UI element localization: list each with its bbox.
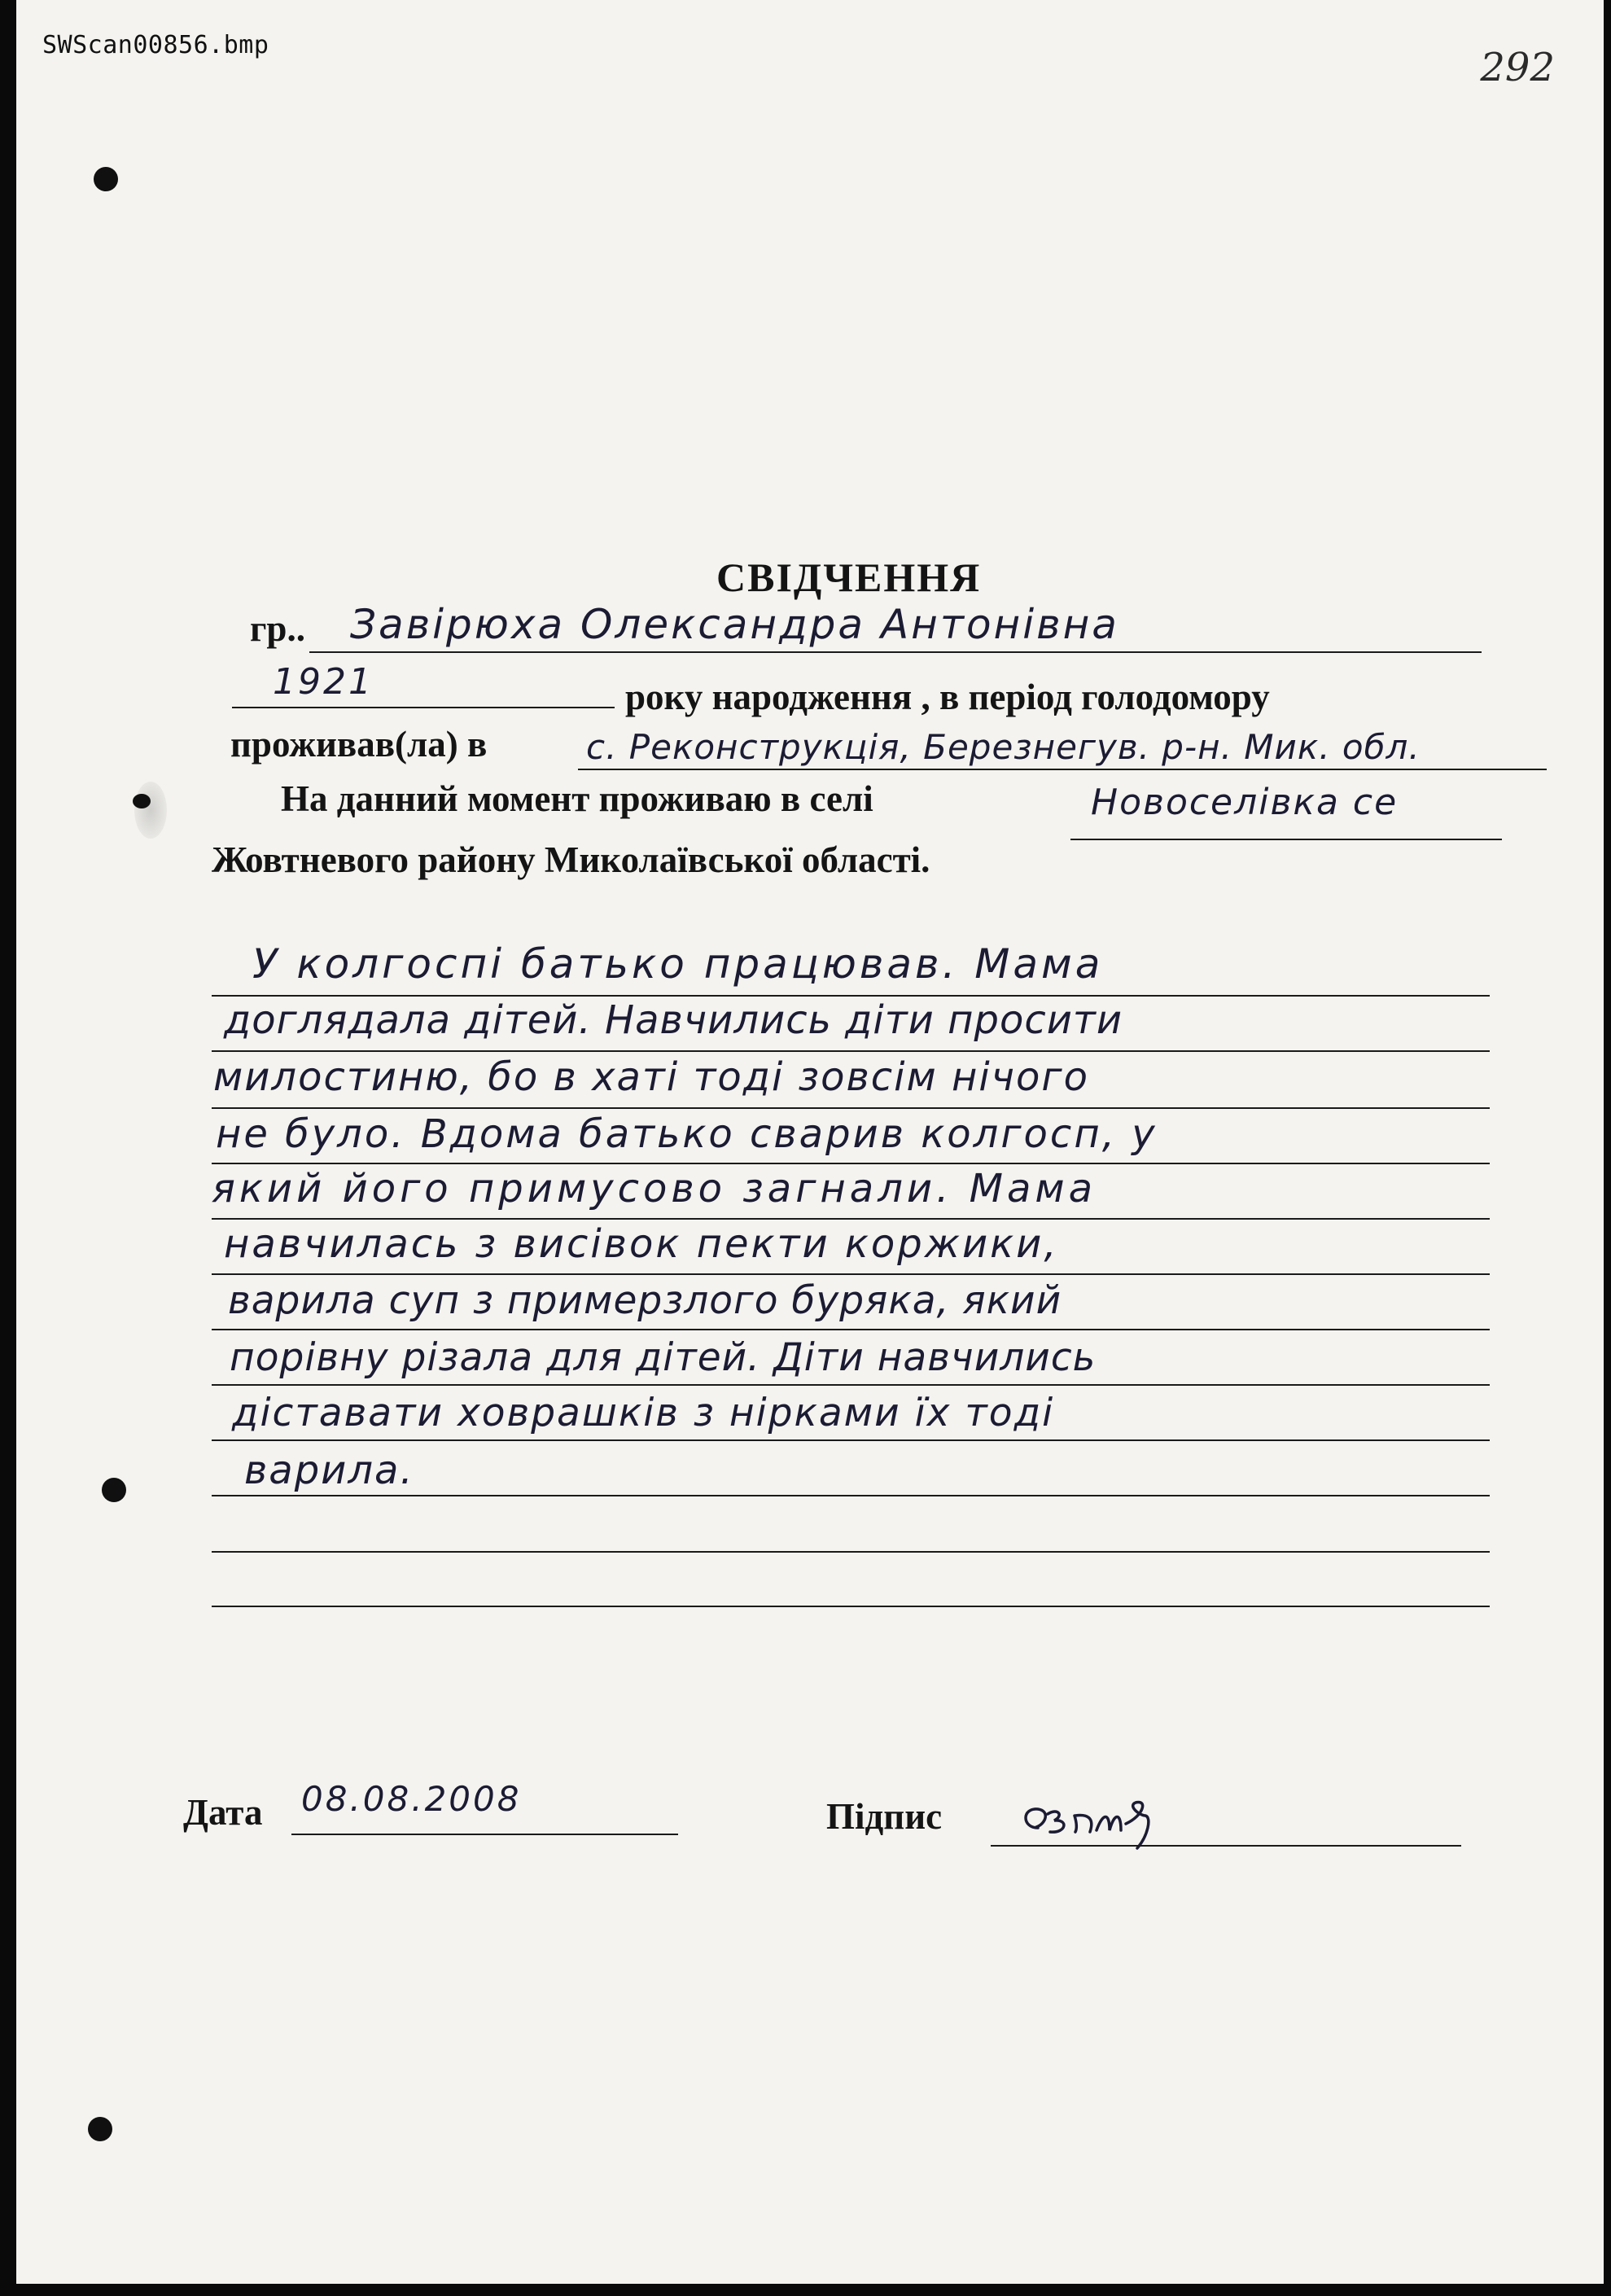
testimony-rule [212,1606,1490,1607]
punch-hole-bottom [88,2117,112,2141]
date-value: 08.08.2008 [301,1779,522,1819]
punch-hole-small [133,794,151,808]
current-village-line [1070,839,1502,840]
testimony-rule [212,1384,1490,1386]
testimony-line: милостиню, бо в хаті тоді зовсім нічого [213,1054,1089,1100]
document-page [16,0,1604,2284]
lived-label: проживав(ла) в [230,724,488,765]
testimony-rule [212,1329,1490,1330]
handwritten-signature [1005,1791,1233,1856]
testimony-line: не було. Вдома батько сварив колгосп, у [216,1111,1158,1157]
testimony-rule [212,1273,1490,1275]
signature-line [991,1845,1461,1847]
testimony-rule [212,1551,1490,1553]
citizen-name-line [309,651,1482,653]
region-text: Жовтневого району Миколаївської області. [212,839,930,880]
testimony-line: навчилась з висівок пекти коржики, [224,1221,1059,1267]
lived-place-line [578,769,1547,770]
punch-hole-middle [102,1478,126,1502]
testimony-line: який його примусово загнали. Мама [212,1166,1097,1212]
punch-hole-top [94,167,118,191]
testimony-line: порівну різала для дітей. Діти навчились [230,1335,1097,1380]
page-number: 292 [1480,45,1555,90]
lived-place: с. Реконструкція, Березнегув. р-н. Мик. обл. [586,727,1421,767]
document-title: СВІДЧЕННЯ [716,554,982,600]
testimony-rule [212,995,1490,997]
testimony-line: варила суп з примерзлого буряка, який [228,1278,1062,1323]
current-village: Новоселівка се [1091,782,1399,823]
testimony-rule [212,1107,1490,1109]
citizen-label: гр.. [250,608,305,649]
date-label: Дата [183,1792,263,1833]
testimony-line: У колгоспі батько працював. Мама [252,940,1104,988]
paper-smudge [134,782,167,839]
testimony-line: доглядала дітей. Навчились діти просити [224,997,1123,1043]
scan-filename: SWScan00856.bmp [42,31,269,59]
testimony-line: діставати ховрашків з нірками їх тоді [232,1391,1055,1435]
testimony-rule [212,1439,1490,1441]
birth-year-line [232,707,615,708]
citizen-name: Завірюха Олександра Антонівна [350,601,1119,648]
birth-year: 1921 [273,661,374,703]
signature-label: Підпис [826,1796,943,1837]
birth-text: року народження , в період голодомору [625,677,1270,717]
testimony-rule [212,1495,1490,1496]
date-line [291,1834,678,1835]
testimony-rule [212,1218,1490,1220]
current-residence-label: На данний момент проживаю в селі [281,778,873,819]
testimony-rule [212,1050,1490,1052]
testimony-line: варила. [244,1448,414,1493]
testimony-rule [212,1163,1490,1164]
